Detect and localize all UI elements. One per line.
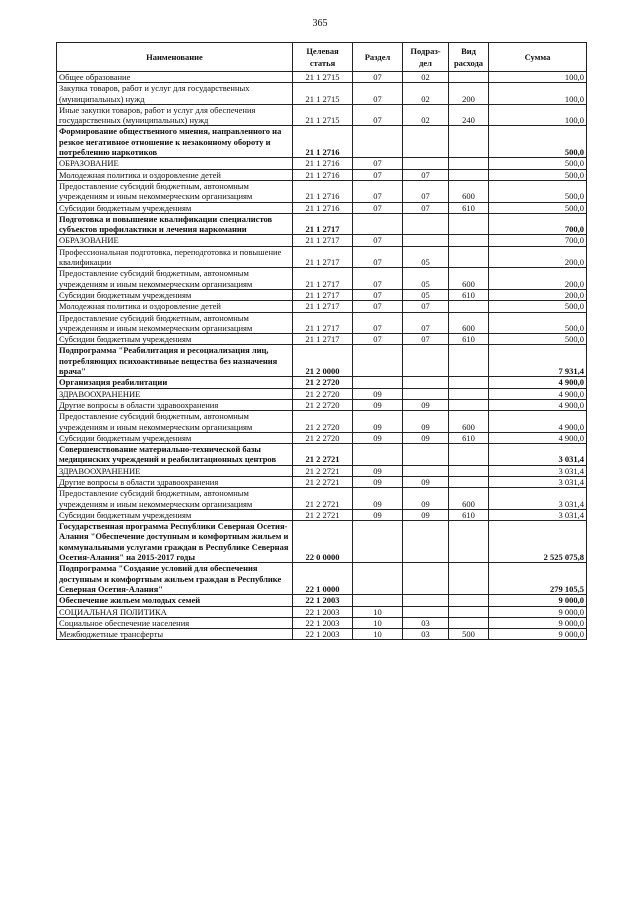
cell-name: Другие вопросы в области здравоохранения <box>57 476 293 487</box>
cell-code: 22 1 2003 <box>293 617 353 628</box>
cell-section: 07 <box>353 289 403 300</box>
cell-name: Формирование общественного мнения, направленного на резкое негативное отношение к незаконному обороту и потреблению наркотиков <box>57 126 293 158</box>
cell-subsection <box>403 158 449 169</box>
table-row <box>57 432 587 443</box>
cell-subsection: 09 <box>403 432 449 443</box>
table-row <box>57 488 587 510</box>
cell-code: 21 1 2717 <box>293 213 353 235</box>
cell-section: 09 <box>353 432 403 443</box>
header-section: Раздел <box>353 43 403 72</box>
table-row <box>57 126 587 158</box>
cell-kind <box>449 617 489 628</box>
cell-name: Предоставление субсидий бюджетным, автономным учреждениям и иным некоммерческим организациям <box>57 312 293 334</box>
cell-kind: 200 <box>449 83 489 105</box>
cell-code: 21 1 2716 <box>293 126 353 158</box>
table-row <box>57 345 587 377</box>
cell-name: Молодежная политика и оздоровление детей <box>57 169 293 180</box>
cell-name: Субсидии бюджетным учреждениям <box>57 432 293 443</box>
cell-name: ЗДРАВООХРАНЕНИЕ <box>57 388 293 399</box>
cell-section: 07 <box>353 158 403 169</box>
cell-sum: 9 000,0 <box>489 595 587 606</box>
table-row <box>57 411 587 433</box>
cell-subsection: 07 <box>403 180 449 202</box>
cell-kind <box>449 444 489 466</box>
cell-section <box>353 521 403 563</box>
cell-kind: 600 <box>449 312 489 334</box>
cell-kind <box>449 301 489 312</box>
cell-subsection: 07 <box>403 301 449 312</box>
table-row <box>57 235 587 246</box>
table-row <box>57 158 587 169</box>
table-row <box>57 629 587 640</box>
cell-name: Другие вопросы в области здравоохранения <box>57 399 293 410</box>
cell-kind <box>449 563 489 595</box>
cell-name: Профессиональная подготовка, переподготовка и повышение квалификации <box>57 246 293 268</box>
cell-code: 21 1 2715 <box>293 72 353 83</box>
cell-sum: 500,0 <box>489 158 587 169</box>
cell-sum: 500,0 <box>489 169 587 180</box>
cell-code: 21 1 2717 <box>293 312 353 334</box>
cell-name: Субсидии бюджетным учреждениям <box>57 509 293 520</box>
cell-sum: 3 031,4 <box>489 488 587 510</box>
cell-sum: 500,0 <box>489 126 587 158</box>
cell-code: 21 1 2717 <box>293 289 353 300</box>
cell-sum: 500,0 <box>489 202 587 213</box>
cell-section: 10 <box>353 629 403 640</box>
table-row <box>57 268 587 290</box>
cell-subsection <box>403 345 449 377</box>
cell-sum: 279 105,5 <box>489 563 587 595</box>
cell-code: 22 1 2003 <box>293 595 353 606</box>
header-code: Целевая статья <box>293 43 353 72</box>
table-row <box>57 301 587 312</box>
cell-sum: 9 000,0 <box>489 606 587 617</box>
table-row <box>57 595 587 606</box>
cell-sum: 3 031,4 <box>489 476 587 487</box>
cell-kind: 600 <box>449 268 489 290</box>
cell-kind <box>449 377 489 388</box>
cell-name: СОЦИАЛЬНАЯ ПОЛИТИКА <box>57 606 293 617</box>
cell-kind <box>449 72 489 83</box>
cell-section <box>353 345 403 377</box>
cell-code: 22 1 2003 <box>293 606 353 617</box>
cell-section: 09 <box>353 465 403 476</box>
cell-section <box>353 444 403 466</box>
cell-name: Совершенствование материально-технической базы медицинских учреждений и реабилитационных центров <box>57 444 293 466</box>
table-row <box>57 213 587 235</box>
table-row <box>57 476 587 487</box>
cell-name: Подготовка и повышение квалификации специалистов субъектов профилактики и лечения наркомании <box>57 213 293 235</box>
table-row <box>57 312 587 334</box>
cell-code: 22 1 2003 <box>293 629 353 640</box>
cell-subsection: 09 <box>403 399 449 410</box>
cell-section: 09 <box>353 388 403 399</box>
cell-sum: 9 000,0 <box>489 629 587 640</box>
cell-kind <box>449 158 489 169</box>
cell-code: 21 1 2716 <box>293 202 353 213</box>
cell-code: 21 2 2720 <box>293 388 353 399</box>
cell-kind <box>449 521 489 563</box>
cell-name: ОБРАЗОВАНИЕ <box>57 158 293 169</box>
table-row <box>57 104 587 126</box>
cell-sum: 3 031,4 <box>489 465 587 476</box>
cell-kind <box>449 606 489 617</box>
cell-name: Предоставление субсидий бюджетным, автономным учреждениям и иным некоммерческим организациям <box>57 180 293 202</box>
table-row <box>57 509 587 520</box>
table-row <box>57 334 587 345</box>
cell-kind <box>449 345 489 377</box>
cell-code: 21 2 2721 <box>293 488 353 510</box>
cell-sum: 100,0 <box>489 104 587 126</box>
cell-kind <box>449 235 489 246</box>
table-row <box>57 521 587 563</box>
table-row <box>57 563 587 595</box>
cell-section: 07 <box>353 246 403 268</box>
cell-code: 21 2 2720 <box>293 411 353 433</box>
cell-sum: 4 900,0 <box>489 432 587 443</box>
cell-subsection: 02 <box>403 83 449 105</box>
cell-subsection: 09 <box>403 476 449 487</box>
cell-code: 21 2 0000 <box>293 345 353 377</box>
cell-subsection: 05 <box>403 289 449 300</box>
budget-table <box>56 42 587 640</box>
cell-subsection: 09 <box>403 509 449 520</box>
cell-name: Субсидии бюджетным учреждениям <box>57 202 293 213</box>
cell-section: 07 <box>353 72 403 83</box>
cell-code: 21 1 2717 <box>293 334 353 345</box>
table-row <box>57 169 587 180</box>
table-header-row <box>57 43 587 72</box>
table-row <box>57 444 587 466</box>
table-row <box>57 180 587 202</box>
cell-subsection <box>403 235 449 246</box>
cell-kind: 610 <box>449 509 489 520</box>
cell-code: 21 2 2720 <box>293 399 353 410</box>
cell-name: Молодежная политика и оздоровление детей <box>57 301 293 312</box>
cell-sum: 4 900,0 <box>489 388 587 399</box>
cell-code: 21 2 2721 <box>293 509 353 520</box>
cell-section <box>353 595 403 606</box>
cell-code: 21 2 2720 <box>293 432 353 443</box>
cell-sum: 500,0 <box>489 301 587 312</box>
cell-code: 22 1 0000 <box>293 563 353 595</box>
cell-subsection <box>403 465 449 476</box>
cell-section: 07 <box>353 104 403 126</box>
cell-sum: 4 900,0 <box>489 411 587 433</box>
cell-code: 21 1 2715 <box>293 104 353 126</box>
cell-section: 07 <box>353 83 403 105</box>
cell-name: Обеспечение жильем молодых семей <box>57 595 293 606</box>
cell-kind: 610 <box>449 202 489 213</box>
cell-code: 21 1 2715 <box>293 83 353 105</box>
cell-sum: 500,0 <box>489 334 587 345</box>
cell-subsection: 07 <box>403 169 449 180</box>
cell-subsection: 07 <box>403 334 449 345</box>
cell-name: Субсидии бюджетным учреждениям <box>57 334 293 345</box>
cell-code: 21 1 2717 <box>293 301 353 312</box>
cell-section: 07 <box>353 180 403 202</box>
cell-subsection: 07 <box>403 312 449 334</box>
cell-subsection: 09 <box>403 488 449 510</box>
cell-name: Социальное обеспечение населения <box>57 617 293 628</box>
cell-section: 09 <box>353 509 403 520</box>
cell-name: Подпрограмма "Реабилитация и ресоциализация лиц, потребляющих психоактивные вещества без назначения врача" <box>57 345 293 377</box>
cell-subsection: 03 <box>403 629 449 640</box>
cell-sum: 100,0 <box>489 72 587 83</box>
cell-sum: 4 900,0 <box>489 399 587 410</box>
page-number: 365 <box>312 18 328 29</box>
cell-code: 21 1 2717 <box>293 268 353 290</box>
cell-name: Предоставление субсидий бюджетным, автономным учреждениям и иным некоммерческим организациям <box>57 268 293 290</box>
cell-subsection: 07 <box>403 202 449 213</box>
cell-subsection: 09 <box>403 411 449 433</box>
cell-section: 07 <box>353 169 403 180</box>
table-row <box>57 399 587 410</box>
cell-subsection <box>403 521 449 563</box>
cell-subsection <box>403 563 449 595</box>
cell-name: Организация реабилитации <box>57 377 293 388</box>
cell-kind: 610 <box>449 432 489 443</box>
cell-sum: 4 900,0 <box>489 377 587 388</box>
cell-name: Межбюджетные трансферты <box>57 629 293 640</box>
cell-section <box>353 126 403 158</box>
table-row <box>57 465 587 476</box>
cell-sum: 7 931,4 <box>489 345 587 377</box>
table-row <box>57 83 587 105</box>
cell-subsection <box>403 444 449 466</box>
cell-sum: 700,0 <box>489 213 587 235</box>
cell-sum: 100,0 <box>489 83 587 105</box>
cell-sum: 200,0 <box>489 289 587 300</box>
table-row <box>57 606 587 617</box>
cell-name: ОБРАЗОВАНИЕ <box>57 235 293 246</box>
cell-subsection <box>403 595 449 606</box>
cell-kind: 610 <box>449 289 489 300</box>
cell-kind <box>449 476 489 487</box>
cell-sum: 200,0 <box>489 268 587 290</box>
cell-subsection: 03 <box>403 617 449 628</box>
cell-code: 21 1 2716 <box>293 180 353 202</box>
cell-code: 21 2 2720 <box>293 377 353 388</box>
cell-subsection: 02 <box>403 104 449 126</box>
header-subsection: Подраз-дел <box>403 43 449 72</box>
table-row <box>57 617 587 628</box>
cell-code: 21 1 2716 <box>293 158 353 169</box>
cell-sum: 3 031,4 <box>489 509 587 520</box>
table-row <box>57 388 587 399</box>
cell-code: 21 2 2721 <box>293 444 353 466</box>
cell-code: 21 1 2716 <box>293 169 353 180</box>
cell-name: Общее образование <box>57 72 293 83</box>
cell-kind: 600 <box>449 180 489 202</box>
cell-code: 21 1 2717 <box>293 235 353 246</box>
cell-name: Государственная программа Республики Северная Осетия-Алания "Обеспечение доступным и комфортным жильем и коммунальными услугами граждан в Республике Северная Осетия-Алания" на 2015-2017 годы <box>57 521 293 563</box>
table-row <box>57 202 587 213</box>
cell-sum: 2 525 075,8 <box>489 521 587 563</box>
cell-sum: 3 031,4 <box>489 444 587 466</box>
cell-section: 07 <box>353 301 403 312</box>
cell-section <box>353 213 403 235</box>
cell-section: 09 <box>353 411 403 433</box>
cell-kind <box>449 595 489 606</box>
table-row <box>57 289 587 300</box>
header-kind: Вид расхода <box>449 43 489 72</box>
cell-subsection <box>403 213 449 235</box>
cell-subsection: 05 <box>403 246 449 268</box>
cell-name: Иные закупки товаров, работ и услуг для обеспечения государственных (муниципальных) нужд <box>57 104 293 126</box>
cell-subsection: 05 <box>403 268 449 290</box>
header-name: Наименование <box>57 43 293 72</box>
cell-section: 07 <box>353 312 403 334</box>
cell-code: 21 1 2717 <box>293 246 353 268</box>
table-row <box>57 377 587 388</box>
cell-kind <box>449 465 489 476</box>
cell-subsection: 02 <box>403 72 449 83</box>
cell-name: Закупка товаров, работ и услуг для государственных (муниципальных) нужд <box>57 83 293 105</box>
cell-section: 09 <box>353 488 403 510</box>
cell-name: Предоставление субсидий бюджетным, автономным учреждениям и иным некоммерческим организациям <box>57 411 293 433</box>
cell-section <box>353 563 403 595</box>
cell-kind <box>449 126 489 158</box>
cell-name: Субсидии бюджетным учреждениям <box>57 289 293 300</box>
cell-sum: 500,0 <box>489 312 587 334</box>
cell-section <box>353 377 403 388</box>
cell-sum: 700,0 <box>489 235 587 246</box>
cell-sum: 9 000,0 <box>489 617 587 628</box>
cell-sum: 200,0 <box>489 246 587 268</box>
cell-code: 21 2 2721 <box>293 476 353 487</box>
cell-section: 09 <box>353 476 403 487</box>
cell-subsection <box>403 606 449 617</box>
cell-kind <box>449 169 489 180</box>
table-row <box>57 246 587 268</box>
cell-section: 09 <box>353 399 403 410</box>
header-sum: Сумма <box>489 43 587 72</box>
table-row <box>57 72 587 83</box>
cell-code: 21 2 2721 <box>293 465 353 476</box>
cell-section: 07 <box>353 334 403 345</box>
cell-section: 10 <box>353 606 403 617</box>
cell-kind <box>449 246 489 268</box>
cell-kind <box>449 388 489 399</box>
cell-section: 07 <box>353 202 403 213</box>
cell-section: 07 <box>353 268 403 290</box>
cell-section: 10 <box>353 617 403 628</box>
cell-name: ЗДРАВООХРАНЕНИЕ <box>57 465 293 476</box>
cell-kind <box>449 213 489 235</box>
cell-sum: 500,0 <box>489 180 587 202</box>
cell-kind <box>449 399 489 410</box>
cell-kind: 240 <box>449 104 489 126</box>
cell-subsection <box>403 126 449 158</box>
cell-name: Подпрограмма "Создание условий для обеспечения доступным и комфортным жильем граждан в Республике Северная Осетия-Алания" <box>57 563 293 595</box>
cell-subsection <box>403 388 449 399</box>
cell-code: 22 0 0000 <box>293 521 353 563</box>
cell-kind: 600 <box>449 411 489 433</box>
cell-subsection <box>403 377 449 388</box>
cell-kind: 610 <box>449 334 489 345</box>
cell-kind: 500 <box>449 629 489 640</box>
cell-name: Предоставление субсидий бюджетным, автономным учреждениям и иным некоммерческим организациям <box>57 488 293 510</box>
cell-section: 07 <box>353 235 403 246</box>
cell-kind: 600 <box>449 488 489 510</box>
